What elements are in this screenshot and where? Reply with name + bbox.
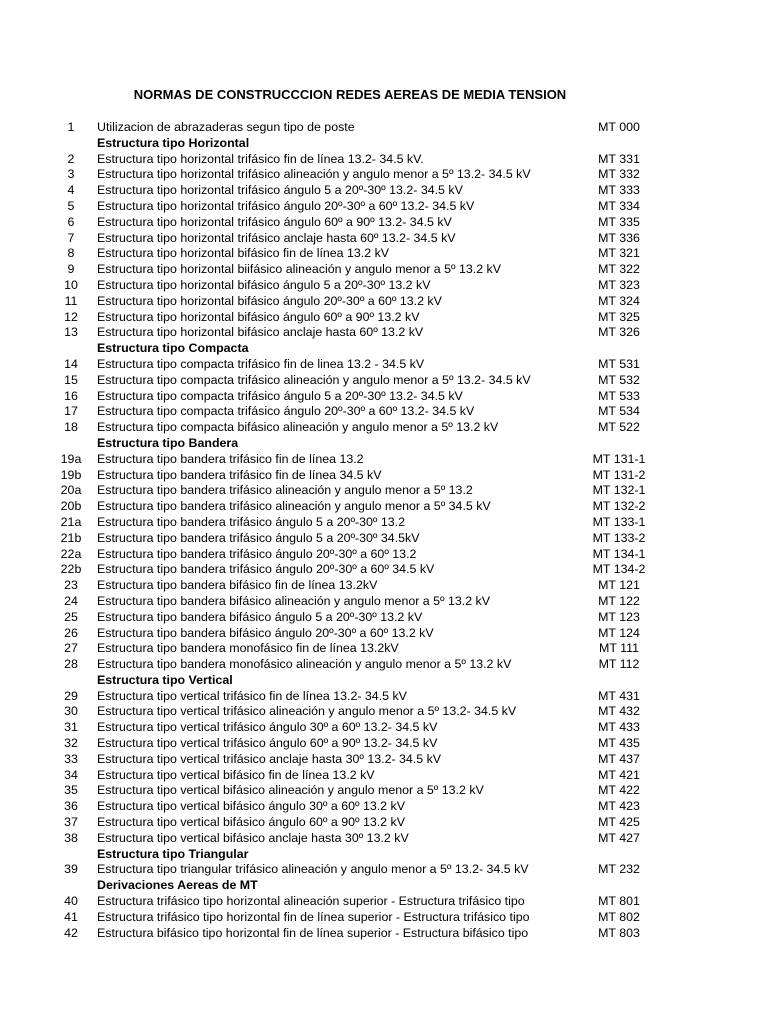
table-row [0, 720, 768, 736]
item-number: 41 [64, 909, 78, 924]
item-number: 40 [64, 894, 78, 909]
section-heading-row [0, 673, 768, 689]
item-number: 13 [64, 325, 78, 340]
item-description: Estructura tipo bandera trifásico ángulo 5 a 20º-30º 13.2 [97, 514, 405, 529]
item-number: 27 [64, 641, 78, 656]
table-row [0, 515, 768, 531]
item-code: MT 134-2 [592, 562, 646, 577]
table-row [0, 483, 768, 499]
item-description: Estructura tipo vertical trifásico ángulo 30º a 60º 13.2- 34.5 kV [97, 720, 438, 735]
item-code: MT 232 [598, 862, 640, 877]
item-number: 4 [67, 183, 75, 198]
item-description: Estructura tipo compacta bifásico alineación y angulo menor a 5º 13.2 kV [97, 420, 499, 435]
item-code: MT 433 [598, 720, 640, 735]
table-row [0, 167, 768, 183]
item-description: Estructura tipo horizontal trifásico alineación y angulo menor a 5º 13.2- 34.5 kV [97, 167, 531, 182]
item-description: Estructura tipo compacta trifásico ángulo 20º-30º a 60º 13.2- 34.5 kV [97, 404, 475, 419]
item-code: MT 121 [598, 578, 640, 593]
table-row [0, 562, 768, 578]
table-row [0, 310, 768, 326]
item-code: MT 321 [598, 246, 640, 261]
table-row [0, 736, 768, 752]
item-number: 36 [64, 799, 78, 814]
item-code: MT 133-1 [592, 514, 646, 529]
item-description: Estructura tipo vertical bifásico fin de línea 13.2 kV [97, 767, 375, 782]
item-description: Estructura tipo bandera bifásico ángulo 5 a 20º-30º 13.2 kV [97, 609, 423, 624]
item-number: 20b [60, 499, 82, 514]
item-description: Estructura tipo bandera trifásico ángulo 20º-30º a 60º 13.2 [97, 546, 417, 561]
item-code: MT 423 [598, 799, 640, 814]
section-heading-row [0, 341, 768, 357]
item-description: Estructura tipo horizontal trifásico fin de línea 13.2- 34.5 kV. [97, 151, 424, 166]
item-code: MT 331 [598, 151, 640, 166]
item-code: MT 322 [598, 262, 640, 277]
item-code: MT 324 [598, 293, 640, 308]
item-number: 21b [60, 530, 82, 545]
item-number: 16 [64, 388, 78, 403]
item-code: MT 522 [598, 420, 640, 435]
item-code: MT 133-2 [592, 530, 646, 545]
item-code: MT 334 [598, 198, 640, 213]
table-row [0, 689, 768, 705]
item-number: 21a [60, 514, 82, 529]
table-row [0, 152, 768, 168]
item-number: 25 [64, 609, 78, 624]
table-row [0, 799, 768, 815]
item-code: MT 532 [598, 372, 640, 387]
item-number: 8 [67, 246, 75, 261]
item-description: Estructura tipo bandera bifásico fin de línea 13.2kV [97, 578, 378, 593]
page-title: NORMAS DE CONSTRUCCCION REDES AEREAS DE MEDIA TENSION [133, 87, 567, 102]
table-row [0, 452, 768, 468]
item-number: 33 [64, 751, 78, 766]
section-heading-row [0, 136, 768, 152]
item-number: 34 [64, 767, 78, 782]
item-code: MT 803 [598, 925, 640, 940]
table-row [0, 373, 768, 389]
item-number: 2 [67, 151, 75, 166]
item-number: 20a [60, 483, 82, 498]
item-description: Estructura tipo compacta trifásico ángulo 5 a 20º-30º 13.2- 34.5 kV [97, 388, 463, 403]
table-row [0, 468, 768, 484]
item-description: Estructura tipo bandera monofásico fin de línea 13.2kV [97, 641, 399, 656]
item-description: Estructura tipo bandera trifásico fin de línea 13.2 [97, 451, 364, 466]
item-code: MT 421 [598, 767, 640, 782]
item-number: 12 [64, 309, 78, 324]
item-number: 18 [64, 420, 78, 435]
item-number: 6 [67, 214, 75, 229]
item-number: 7 [67, 230, 75, 245]
table-row [0, 231, 768, 247]
item-code: MT 431 [598, 688, 640, 703]
table-row [0, 910, 768, 926]
item-code: MT 533 [598, 388, 640, 403]
item-number: 35 [64, 783, 78, 798]
item-description: Estructura tipo horizontal bifásico ángulo 5 a 20º-30º 13.2 kV [97, 277, 431, 292]
item-code: MT 531 [598, 356, 640, 371]
item-code: MT 132-1 [592, 483, 646, 498]
item-code: MT 325 [598, 309, 640, 324]
item-code: MT 425 [598, 815, 640, 830]
item-description: Estructura tipo horizontal trifásico ángulo 5 a 20º-30º 13.2- 34.5 kV [97, 183, 463, 198]
item-description: Estructura tipo compacta trifásico fin de linea 13.2 - 34.5 kV [97, 356, 425, 371]
item-description: Estructura tipo bandera trifásico alineación y angulo menor a 5º 13.2 [97, 483, 473, 498]
table-row [0, 420, 768, 436]
table-row [0, 815, 768, 831]
item-code: MT 132-2 [592, 499, 646, 514]
item-description: Estructura tipo bandera trifásico ángulo 20º-30º a 60º 34.5 kV [97, 562, 435, 577]
item-number: 42 [64, 925, 78, 940]
table-row [0, 831, 768, 847]
item-description: Estructura tipo horizontal trifásico ángulo 60º a 90º 13.2- 34.5 kV [97, 214, 452, 229]
item-description: Estructura tipo vertical bifásico anclaje hasta 30º 13.2 kV [97, 830, 409, 845]
item-code: MT 111 [599, 641, 639, 656]
item-code: MT 336 [598, 230, 640, 245]
item-description: Estructura tipo bandera trifásico ángulo 5 a 20º-30º 34.5kV [97, 530, 420, 545]
item-code: MT 112 [598, 657, 640, 672]
item-code: MT 326 [598, 325, 640, 340]
item-code: MT 131-2 [592, 467, 646, 482]
item-number: 17 [64, 404, 78, 419]
section-heading: Derivaciones Aereas de MT [97, 878, 258, 893]
item-number: 28 [64, 657, 78, 672]
item-number: 5 [67, 198, 75, 213]
item-number: 19b [60, 467, 82, 482]
item-description: Estructura tipo horizontal biifásico alineación y angulo menor a 5º 13.2 kV [97, 262, 502, 277]
item-number: 10 [64, 277, 78, 292]
item-number: 39 [64, 862, 78, 877]
section-heading-row [0, 436, 768, 452]
table-row [0, 531, 768, 547]
item-description: Estructura tipo bandera trifásico fin de línea 34.5 kV [97, 467, 382, 482]
item-code: MT 333 [598, 183, 640, 198]
item-code: MT 802 [598, 909, 640, 924]
item-code: MT 335 [598, 214, 640, 229]
item-number: 1 [67, 120, 75, 134]
item-number: 3 [67, 167, 75, 182]
table-row [0, 594, 768, 610]
item-description: Estructura tipo bandera monofásico alineación y angulo menor a 5º 13.2 kV [97, 657, 512, 672]
item-number: 14 [64, 356, 78, 371]
table-row [0, 926, 768, 942]
item-code: MT 122 [598, 593, 640, 608]
item-code: MT 123 [598, 609, 640, 624]
item-description: Estructura tipo vertical trifásico alineación y angulo menor a 5º 13.2- 34.5 kV [97, 704, 517, 719]
item-number: 38 [64, 830, 78, 845]
item-code: MT 124 [598, 625, 640, 640]
item-description: Estructura tipo vertical bifásico ángulo 30º a 60º 13.2 kV [97, 799, 405, 814]
item-description: Estructura tipo horizontal bifásico ángulo 20º-30º a 60º 13.2 kV [97, 293, 442, 308]
item-number: 15 [64, 372, 78, 387]
item-code: MT 323 [598, 277, 640, 292]
item-number: 24 [64, 593, 78, 608]
item-code: MT 435 [598, 736, 640, 751]
item-description: Estructura tipo bandera bifásico alineación y angulo menor a 5º 13.2 kV [97, 593, 491, 608]
item-description: Estructura tipo horizontal trifásico ángulo 20º-30º a 60º 13.2- 34.5 kV [97, 198, 475, 213]
table-row [0, 246, 768, 262]
table-row [0, 183, 768, 199]
section-heading: Estructura tipo Horizontal [97, 135, 250, 150]
item-code: MT 437 [598, 751, 640, 766]
item-description: Estructura tipo triangular trifásico alineación y angulo menor a 5º 13.2- 34.5 kV [97, 862, 529, 877]
item-number: 29 [64, 688, 78, 703]
table-row [0, 120, 768, 136]
table-row [0, 199, 768, 215]
section-heading-row [0, 878, 768, 894]
item-code: MT 432 [598, 704, 640, 719]
item-description: Estructura tipo bandera bifásico ángulo 20º-30º a 60º 13.2 kV [97, 625, 434, 640]
table-row [0, 294, 768, 310]
table-row [0, 389, 768, 405]
section-heading: Estructura tipo Bandera [97, 435, 239, 450]
table-row [0, 357, 768, 373]
item-number: 22a [60, 546, 82, 561]
item-number: 22b [60, 562, 82, 577]
table-row [0, 783, 768, 799]
item-description: Estructura tipo vertical trifásico anclaje hasta 30º 13.2- 34.5 kV [97, 751, 442, 766]
item-description: Estructura tipo bandera trifásico alineación y angulo menor a 5º 34.5 kV [97, 499, 491, 514]
item-code: MT 332 [598, 167, 640, 182]
table-row [0, 752, 768, 768]
item-number: 11 [64, 293, 78, 308]
table-row [0, 641, 768, 657]
item-description: Estructura bifásico tipo horizontal fin de línea superior - Estructura bifásico tipo [97, 925, 529, 940]
item-description: Estructura tipo compacta trifásico alineación y angulo menor a 5º 13.2- 34.5 kV [97, 372, 531, 387]
item-description: Estructura tipo horizontal trifásico anclaje hasta 60º 13.2- 34.5 kV [97, 230, 456, 245]
item-code: MT 422 [598, 783, 640, 798]
section-heading: Estructura tipo Triangular [97, 846, 249, 861]
item-description: Estructura tipo horizontal bifásico ángulo 60º a 90º 13.2 kV [97, 309, 420, 324]
item-description: Estructura tipo vertical bifásico ángulo 60º a 90º 13.2 kV [97, 815, 405, 830]
table-row [0, 894, 768, 910]
table-row [0, 547, 768, 563]
table-row [0, 704, 768, 720]
section-heading-row [0, 847, 768, 863]
standards-table [0, 120, 768, 941]
table-row [0, 499, 768, 515]
item-description: Estructura tipo horizontal bifásico fin de línea 13.2 kV [97, 246, 390, 261]
item-code: MT 534 [598, 404, 640, 419]
table-row [0, 610, 768, 626]
item-number: 23 [64, 578, 78, 593]
table-row [0, 578, 768, 594]
item-description: Estructura tipo vertical trifásico ángulo 60º a 90º 13.2- 34.5 kV [97, 736, 438, 751]
item-description: Estructura tipo vertical trifásico fin de línea 13.2- 34.5 kV [97, 688, 407, 703]
table-row [0, 325, 768, 341]
table-row [0, 215, 768, 231]
item-number: 9 [67, 262, 75, 277]
item-description: Estructura trifásico tipo horizontal alineación superior - Estructura trifásico tipo [97, 894, 525, 909]
item-code: MT 427 [598, 830, 640, 845]
item-code: MT 000 [598, 120, 640, 134]
table-row [0, 657, 768, 673]
table-row [0, 862, 768, 878]
table-row [0, 278, 768, 294]
item-description: Estructura tipo vertical bifásico alineación y angulo menor a 5º 13.2 kV [97, 783, 484, 798]
item-code: MT 131-1 [592, 451, 646, 466]
table-row [0, 768, 768, 784]
item-description: Utilizacion de abrazaderas segun tipo de poste [97, 120, 355, 134]
item-number: 26 [64, 625, 78, 640]
section-heading: Estructura tipo Compacta [97, 341, 249, 356]
item-description: Estructura trifásico tipo horizontal fin de línea superior - Estructura trifásico tipo [97, 909, 530, 924]
section-heading: Estructura tipo Vertical [97, 672, 233, 687]
item-code: MT 801 [598, 894, 640, 909]
item-number: 32 [64, 736, 78, 751]
item-number: 30 [64, 704, 78, 719]
table-row [0, 262, 768, 278]
item-number: 37 [64, 815, 78, 830]
item-number: 31 [64, 720, 78, 735]
item-description: Estructura tipo horizontal bifásico anclaje hasta 60º 13.2 kV [97, 325, 424, 340]
table-row [0, 626, 768, 642]
item-code: MT 134-1 [592, 546, 646, 561]
item-number: 19a [60, 451, 82, 466]
table-row [0, 404, 768, 420]
